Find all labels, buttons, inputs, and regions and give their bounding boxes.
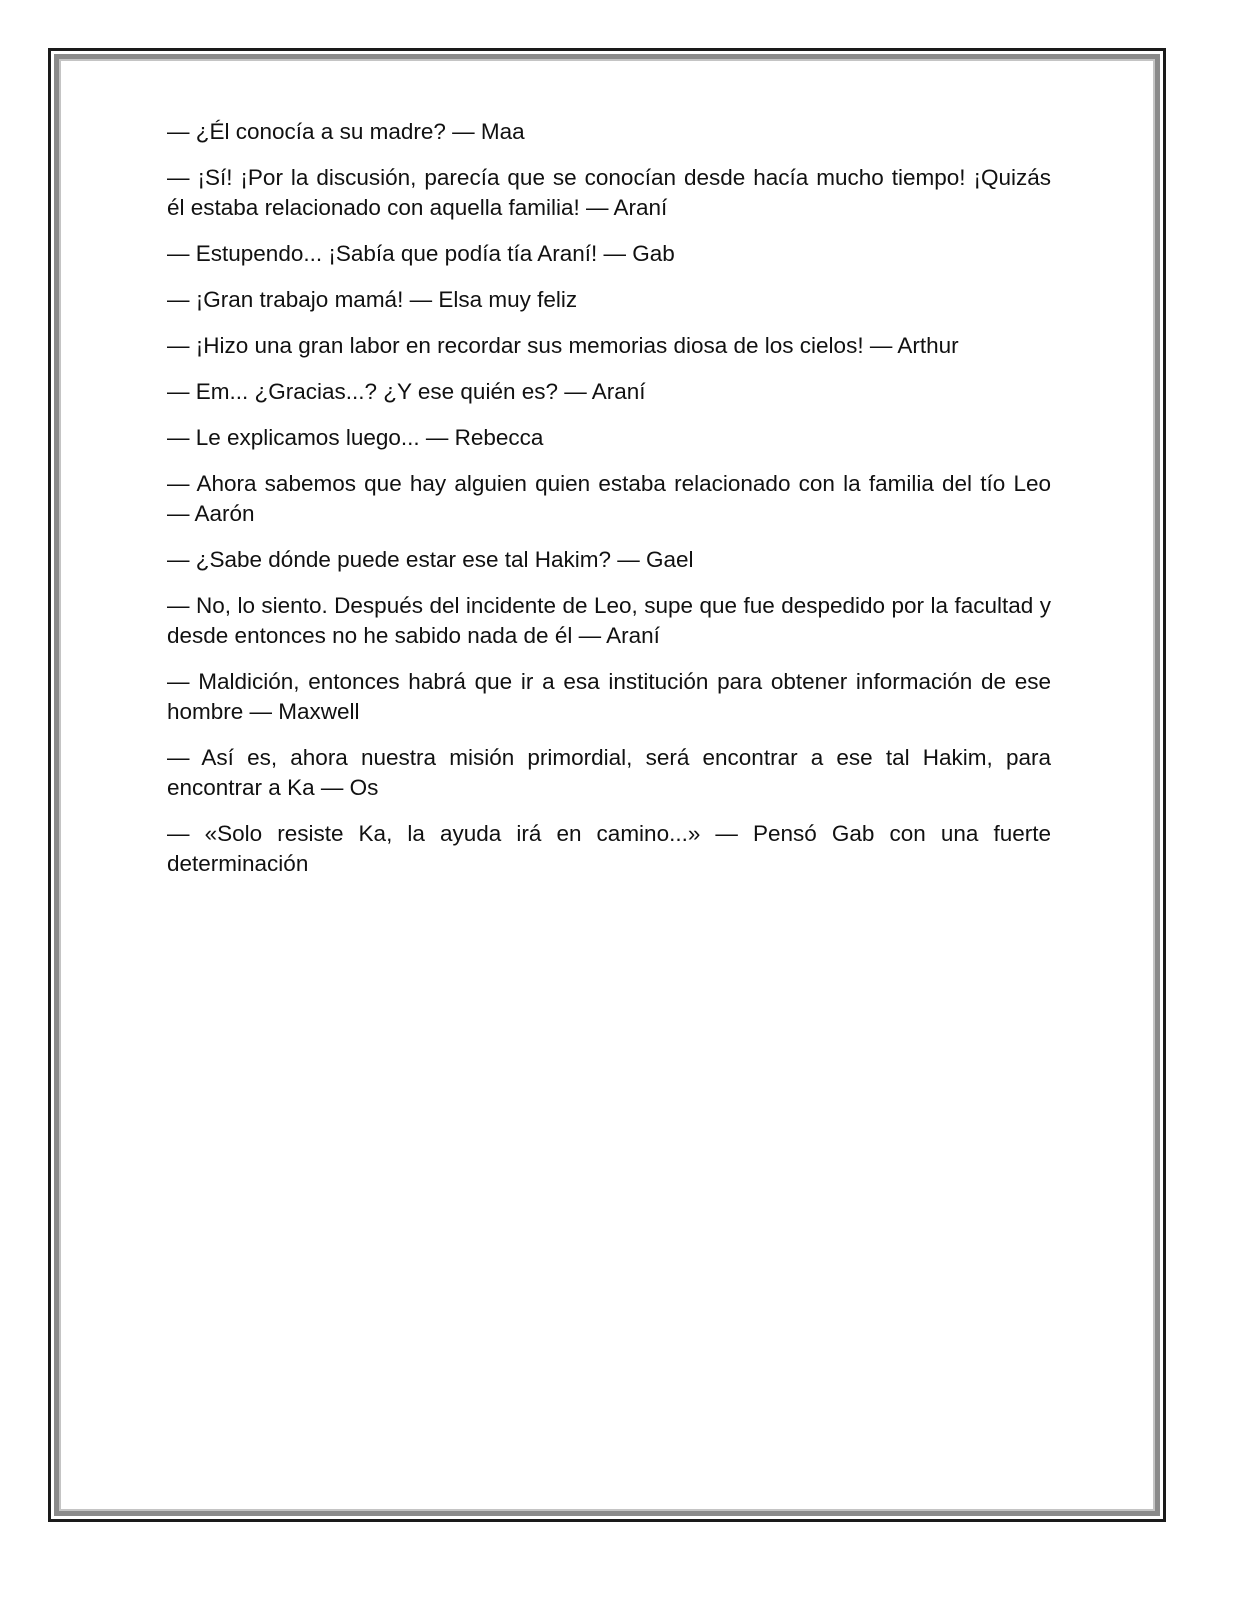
dialogue-paragraph: — Así es, ahora nuestra misión primordial, será encontrar a ese tal Hakim, para encontrar a Ka — Os: [167, 745, 1051, 800]
dialogue-paragraph: — ¡Hizo una gran labor en recordar sus memorias diosa de los cielos! — Arthur: [167, 333, 959, 358]
dialogue-paragraph: — Le explicamos luego... — Rebecca: [167, 425, 544, 450]
dialogue-paragraph: — Estupendo... ¡Sabía que podía tía Araní! — Gab: [167, 241, 675, 266]
document-body: [167, 117, 1051, 895]
dialogue-paragraph: — Ahora sabemos que hay alguien quien estaba relacionado con la familia del tío Leo — Aarón: [167, 471, 1051, 526]
dialogue-paragraph: — ¿Sabe dónde puede estar ese tal Hakim? — Gael: [167, 547, 694, 572]
dialogue-paragraph: — Em... ¿Gracias...? ¿Y ese quién es? — Araní: [167, 379, 646, 404]
dialogue-paragraph: — No, lo siento. Después del incidente de Leo, supe que fue despedido por la facultad y desde entonces no he sabido nada de él — Araní: [167, 593, 1051, 648]
dialogue-paragraph: — ¡Gran trabajo mamá! — Elsa muy feliz: [167, 287, 578, 312]
dialogue-paragraph: — ¿Él conocía a su madre? — Maa: [167, 119, 525, 144]
dialogue-paragraph: — ¡Sí! ¡Por la discusión, parecía que se conocían desde hacía mucho tiempo! ¡Quizás él estaba relacionado con aquella familia! — Araní: [167, 165, 1051, 220]
dialogue-paragraph: — «Solo resiste Ka, la ayuda irá en camino...» — Pensó Gab con una fuerte determinación: [167, 821, 1051, 876]
dialogue-paragraph: — Maldición, entonces habrá que ir a esa institución para obtener información de ese hombre — Maxwell: [167, 669, 1051, 724]
